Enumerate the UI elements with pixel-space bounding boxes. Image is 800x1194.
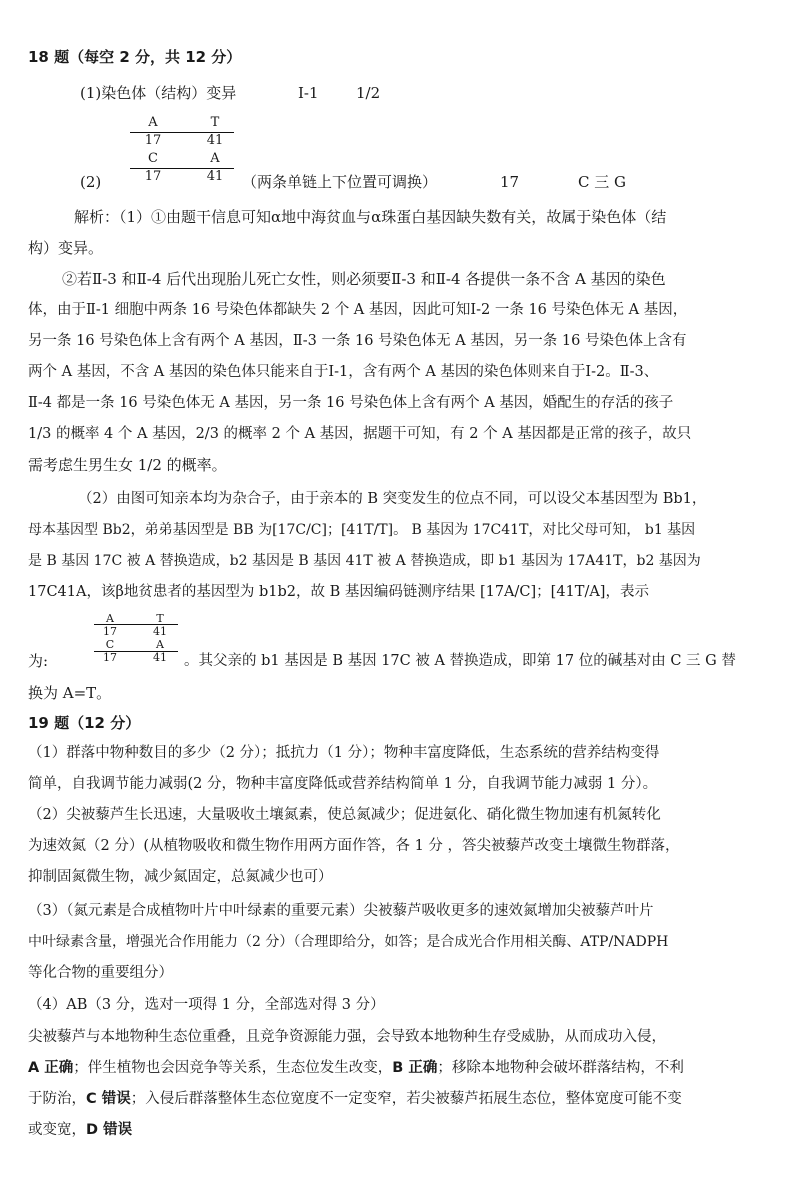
- analysis-line: 。其父亲的 b1 基因是 B 基因 17C 被 A 替换造成，即第 17 位的碱基对由 C 三 G 替: [184, 653, 736, 669]
- analysis-line: 解析：（1）①由题干信息可知α地中海贫血与α珠蛋白基因缺失数有关，故属于染色体（结: [74, 208, 667, 226]
- q19-line: （3）（氮元素是合成植物叶片中叶绿素的重要元素）尖被藜芦吸收更多的速效氮增加尖被藜芦叶片: [28, 903, 654, 919]
- analysis-line: 两个 A 基因，不含 A 基因的染色体只能来自于Ⅰ-1，含有两个 A 基因的染色体则来自于Ⅰ-2。Ⅱ-3、: [28, 364, 659, 380]
- base-pair-diagram-small: [94, 612, 184, 672]
- answer-2-d: C 三 G: [578, 173, 626, 191]
- q19-text: 于防治，: [28, 1091, 86, 1107]
- q19-line-option-c: [28, 1088, 682, 1110]
- analysis-line: 构）变异。: [28, 239, 104, 257]
- position-label: 17: [103, 651, 117, 664]
- analysis-line: 是 B 基因 17C 被 A 替换造成，b2 基因是 B 基因 41T 被 A 替换造成，即 b1 基因为 17A41T，b2 基因为: [28, 553, 701, 569]
- answer-1-a: (1)染色体（结构）变异: [80, 84, 237, 102]
- q19-line: 抑制固氮微生物，减少氮固定，总氮减少也可）: [28, 869, 333, 885]
- analysis-line: （2）由图可知亲本均为杂合子，由于亲本的 B 突变发生的位点不同，可以设父本基因型为 Bb1，: [78, 491, 707, 507]
- base-label: T: [210, 115, 220, 130]
- verdict-wrong: C 错误: [86, 1091, 131, 1107]
- q19-line-options-ab: [28, 1057, 684, 1079]
- q19-line: 等化合物的重要组分）: [28, 965, 173, 981]
- answer-2-a: (2): [80, 173, 102, 191]
- position-label: 17: [144, 169, 162, 184]
- base-label: A: [156, 638, 164, 651]
- q19-line: 中叶绿素含量，增强光合作用能力（2 分）（合理即给分，如答；是合成光合作用相关酶、ATP/NADPH: [28, 934, 669, 950]
- base-label: C: [148, 151, 158, 166]
- analysis-line: ②若Ⅱ-3 和Ⅱ-4 后代出现胎儿死亡女性，则必须要Ⅱ-3 和Ⅱ-4 各提供一条不含 A 基因的染色: [62, 270, 666, 288]
- analysis-line: 体，由于Ⅱ-1 细胞中两条 16 号染色体都缺失 2 个 A 基因，因此可知Ⅰ-2 一条 16 号染色体无 A 基因，: [28, 302, 688, 318]
- position-label: 41: [153, 651, 167, 664]
- analysis-line: 换为 A=T。: [28, 684, 112, 702]
- position-label: 41: [153, 625, 167, 638]
- position-label: 41: [206, 133, 224, 148]
- answer-1-c: 1/2: [356, 84, 381, 102]
- analysis-line: 17C41A，该β地贫患者的基因型为 b1b2，故 B 基因编码链测序结果 [17A/C]；[41T/A]，表示: [28, 584, 649, 600]
- q19-line: 为速效氮（2 分）(从植物吸收和微生物作用两方面作答，各 1 分 ，答尖被藜芦改变土壤微生物群落，: [28, 838, 680, 854]
- verdict-correct: A 正确: [28, 1060, 74, 1076]
- answer-1-b: Ⅰ-1: [298, 84, 319, 102]
- analysis-line: 1/3 的概率 4 个 A 基因，2/3 的概率 2 个 A 基因，据题干可知，有 2 个 A 基因都是正常的孩子，故只: [28, 426, 692, 442]
- analysis-line: Ⅱ-4 都是一条 16 号染色体无 A 基因，另一条 16 号染色体上含有两个 A 基因，婚配生的存活的孩子: [28, 395, 674, 411]
- base-label: A: [148, 115, 158, 130]
- position-label: 17: [144, 133, 162, 148]
- q18-answer-1: [80, 82, 381, 104]
- verdict-wrong: D 错误: [86, 1122, 133, 1138]
- q19-text: ；伴生植物也会因竞争等关系，生态位发生改变，: [73, 1060, 393, 1076]
- q19-line: 简单，自我调节能力减弱(2 分，物种丰富度降低或营养结构简单 1 分，自我调节能力减弱 1 分）。: [28, 776, 658, 792]
- analysis-line: 需考虑生男生女 1/2 的概率。: [28, 456, 227, 474]
- base-label: T: [156, 612, 164, 625]
- analysis-line: 母本基因型 Bb2，弟弟基因型是 BB 为[17C/C]；[41T/T]。 B 基因为 17C41T，对比父母可知， b1 基因: [28, 522, 696, 538]
- q19-heading: 19 题（12 分）: [28, 714, 141, 732]
- q18-heading: 18 题（每空 2 分，共 12 分）: [28, 48, 242, 66]
- base-pair-diagram: [130, 114, 240, 190]
- q19-line: （2）尖被藜芦生长迅速，大量吸收土壤氮素，使总氮减少；促进氨化、硝化微生物加速有机氮转化: [28, 807, 661, 823]
- answer-2-b: （两条单链上下位置可调换）: [242, 173, 438, 191]
- q19-text: 或变宽，: [28, 1122, 86, 1138]
- q19-text: ；入侵后群落整体生态位宽度不一定变窄，若尖被藜芦拓展生态位，整体宽度可能不变: [130, 1091, 682, 1107]
- q19-line: （1）群落中物种数目的多少（2 分）；抵抗力（1 分）；物种丰富度降低，生态系统的营养结构变得: [28, 745, 660, 761]
- verdict-correct: B 正确: [392, 1060, 438, 1076]
- answer-2-c: 17: [500, 173, 520, 191]
- analysis-line: 另一条 16 号染色体上含有两个 A 基因，Ⅱ-3 一条 16 号染色体无 A 基因，另一条 16 号染色体上含有: [28, 333, 687, 349]
- q19-text: ；移除本地物种会破坏群落结构，不利: [437, 1060, 684, 1076]
- position-label: 41: [206, 169, 224, 184]
- q19-line: （4）AB（3 分，选对一项得 1 分，全部选对得 3 分）: [28, 997, 385, 1013]
- base-label: A: [106, 612, 114, 625]
- position-label: 17: [103, 625, 117, 638]
- q19-line-option-d: [28, 1119, 132, 1141]
- base-label: A: [210, 151, 220, 166]
- base-label: C: [105, 638, 115, 651]
- analysis-line-wei: 为:: [28, 652, 49, 670]
- q19-line: 尖被藜芦与本地物种生态位重叠，且竞争资源能力强，会导致本地物种生存受威胁，从而成功入侵，: [28, 1029, 666, 1045]
